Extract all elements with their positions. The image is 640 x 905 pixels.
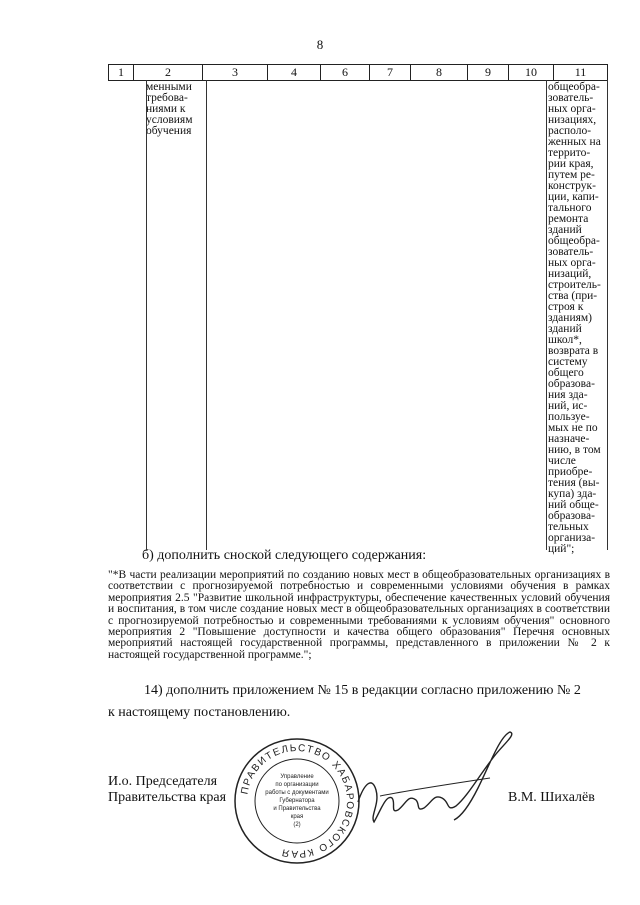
table-cell-line: ции, капи-	[548, 191, 599, 203]
table-cell-line: числе	[548, 455, 576, 467]
item-14-line-2: к настоящему постановлению.	[108, 705, 291, 720]
table-cell-line: приобре-	[548, 466, 593, 478]
subparagraph-b: б) дополнить сноской следующего содержания:	[142, 548, 427, 563]
table-cell-line: образова-	[548, 510, 595, 522]
signer-title-line-1: И.о. Председателя	[108, 774, 218, 789]
col11-continuation	[548, 82, 610, 555]
table-cell-line: тения (вы-	[548, 477, 600, 489]
table-cell-line: ства (при-	[548, 290, 598, 302]
table-cell-line: строя к	[548, 301, 584, 313]
svg-text:Губернатора: Губернатора	[279, 798, 315, 804]
item-14	[108, 680, 610, 724]
col-header: 4	[268, 65, 321, 81]
svg-text:Управление: Управление	[280, 774, 314, 780]
column-divider	[546, 80, 547, 550]
table-cell-line: школ*,	[548, 334, 582, 346]
table-cell-line: мых не по	[548, 422, 598, 434]
table-cell-line: менными	[146, 81, 192, 93]
table-cell-line: располо-	[548, 125, 592, 137]
signer-name: В.М. Шихалёв	[508, 790, 595, 805]
table-cell-line: тельных	[548, 521, 589, 533]
col-header: 8	[411, 65, 468, 81]
table-cell-line: ных орга-	[548, 257, 596, 269]
table-cell-line: ний обще-	[548, 499, 599, 511]
table-cell-line: нию, в том	[548, 444, 601, 456]
table-cell-line: низациях,	[548, 114, 597, 126]
table-cell-line: зданий	[548, 224, 582, 236]
table-cell-line: обучения	[146, 125, 192, 137]
col-header: 10	[509, 65, 554, 81]
table-cell-line: условиям	[146, 114, 193, 126]
table-cell-line: зданий	[548, 323, 582, 335]
table-cell-line: конструк-	[548, 180, 596, 192]
table-cell-line: возврата в	[548, 345, 599, 357]
table-cell-line: пользуе-	[548, 411, 590, 423]
col-header: 9	[468, 65, 509, 81]
table-cell-line: общего	[548, 367, 584, 379]
handwritten-signature	[350, 724, 520, 834]
official-seal	[232, 736, 362, 866]
table-cell-line: ных орга-	[548, 103, 596, 115]
table-cell-line: тального	[548, 202, 592, 214]
table-cell-line: общеобра-	[548, 235, 600, 247]
table-cell-line: террито-	[548, 147, 591, 159]
table-cell-line: строитель-	[548, 279, 601, 291]
table-cell-line: путем ре-	[548, 169, 595, 181]
column-divider	[146, 80, 147, 550]
table-cell-line: женных на	[548, 136, 601, 148]
table-cell-line: низаций,	[548, 268, 592, 280]
table-cell-line: ний, ис-	[548, 400, 588, 412]
svg-text:и Правительства: и Правительства	[273, 806, 321, 812]
svg-text:по организации: по организации	[275, 782, 319, 788]
col-header: 6	[321, 65, 370, 81]
table-cell-line: организа-	[548, 532, 596, 544]
table-cell-line: образова-	[548, 378, 595, 390]
col-header: 2	[134, 65, 203, 81]
table-cell-line: ций";	[548, 543, 575, 555]
svg-text:(2): (2)	[293, 822, 301, 828]
col-header: 3	[203, 65, 268, 81]
svg-text:ПРАВИТЕЛЬСТВО ХАБАРОВСКОГО КРА: ПРАВИТЕЛЬСТВО ХАБАРОВСКОГО КРАЯ	[239, 742, 356, 860]
footnote-text: "*В части реализации мероприятий по созданию новых мест в общеобразовательных организациях в соответствии с прогнозируемой потребностью и современными условиями обучения в рамках мероприятия 2.5 "Развитие школьной инфраструктуры, обеспечение качественных условий обучения и воспитания, в том числе создание новых мест в общеобразовательных организациях в соответствии с прогнозируемой потребностью и современными требованиями к условиям обучения" основного мероприятия 2 "Повышение доступности и качества общего образования" Перечня основных мероприятий настоящей государственной программы, представленного в приложении № 2 к настоящей государственной программе.";	[108, 569, 610, 661]
signer-title-line-2: Правительства края	[108, 790, 227, 805]
table-cell-line: купа) зда-	[548, 488, 597, 500]
col-header: 11	[554, 65, 608, 81]
column-divider	[607, 80, 608, 550]
column-divider	[206, 80, 207, 550]
table-cell-line: общеобра-	[548, 81, 600, 93]
page-number: 8	[316, 37, 324, 52]
table-cell-line: ния зда-	[548, 389, 588, 401]
svg-text:края: края	[290, 814, 304, 820]
svg-text:работы с документами: работы с документами	[265, 790, 329, 796]
col-header: 1	[109, 65, 134, 81]
col-header: 7	[370, 65, 411, 81]
table-cell-line: систему	[548, 356, 588, 368]
table-cell-line: ниями к	[146, 103, 186, 115]
table-header-row	[108, 64, 608, 81]
signer-title	[108, 774, 226, 806]
table-cell-line: ремонта	[548, 213, 589, 225]
table-cell-line: зователь-	[548, 246, 594, 258]
table-cell-line: зователь-	[548, 92, 594, 104]
item-14-line-1: 14) дополнить приложением № 15 в редакции согласно приложению № 2	[144, 683, 581, 698]
col2-continuation	[146, 82, 206, 137]
table-cell-line: назначе-	[548, 433, 590, 445]
table-cell-line: требова-	[146, 92, 188, 104]
table-cell-line: зданиям)	[548, 312, 592, 324]
table-cell-line: рии края,	[548, 158, 594, 170]
